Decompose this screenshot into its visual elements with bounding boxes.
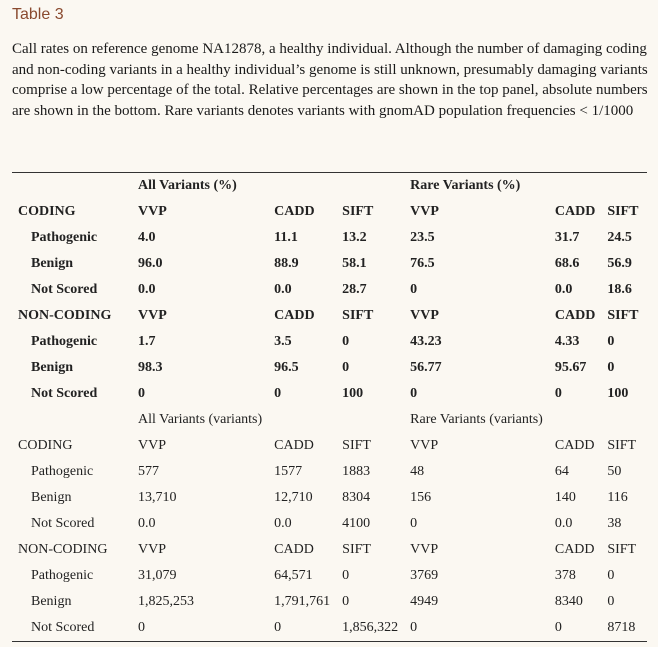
table-cell: 100 xyxy=(607,386,629,401)
row-label-cell: Pathogenic xyxy=(31,568,94,583)
table-cell xyxy=(336,407,404,433)
table-cell xyxy=(601,407,647,433)
table-cell: 8718 xyxy=(607,620,636,635)
table-row xyxy=(12,225,647,251)
table-cell: SIFT xyxy=(607,308,639,323)
row-label-cell: Pathogenic xyxy=(31,230,98,245)
table-cell: 378 xyxy=(554,568,576,583)
table-cell: SIFT xyxy=(607,542,637,557)
table-row xyxy=(12,381,647,407)
table-cell: 0.0 xyxy=(274,282,292,297)
table-cell: 56.9 xyxy=(607,256,632,271)
table-cell xyxy=(336,173,404,200)
table-cell: Rare Variants (%) xyxy=(410,178,521,193)
row-label-cell xyxy=(12,407,132,433)
table-cell: 0.0 xyxy=(138,282,156,297)
table-cell: 13.2 xyxy=(342,230,367,245)
table-cell: 0 xyxy=(410,282,418,297)
row-label-cell: Not Scored xyxy=(31,620,95,635)
table-cell: 0 xyxy=(410,386,418,401)
table-cell: 3769 xyxy=(410,568,439,583)
row-label-cell: NON-CODING xyxy=(18,308,112,323)
table-cell: 0 xyxy=(554,620,562,635)
table-cell: 0 xyxy=(342,594,350,609)
table-cell: 4.33 xyxy=(554,334,580,349)
table-cell: 0.0 xyxy=(554,516,573,531)
table-row xyxy=(12,355,647,381)
table-cell: 140 xyxy=(554,490,576,505)
table-cell: 23.5 xyxy=(410,230,435,245)
table-cell: CADD xyxy=(274,308,315,323)
table-row xyxy=(12,563,647,589)
table-row xyxy=(12,589,647,615)
table-cell: 8304 xyxy=(342,490,371,505)
table-cell: CADD xyxy=(554,204,596,219)
table-row xyxy=(12,277,647,303)
table-row xyxy=(12,303,647,329)
table-row xyxy=(12,615,647,642)
table-cell: VVP xyxy=(138,204,167,219)
row-label-cell: CODING xyxy=(18,204,76,219)
table-cell: 98.3 xyxy=(138,360,163,375)
table-cell: All Variants (%) xyxy=(138,178,237,193)
call-rates-table xyxy=(12,172,647,642)
table-cell: 11.1 xyxy=(274,230,298,245)
table-cell: 64 xyxy=(554,464,569,479)
table-cell: 96.0 xyxy=(138,256,163,271)
table-cell: Rare Variants (variants) xyxy=(410,412,543,427)
table-label: Table 3 xyxy=(12,6,64,23)
row-label-cell: Benign xyxy=(31,256,74,271)
table-cell: VVP xyxy=(410,438,439,453)
table-cell xyxy=(268,173,336,200)
table-cell: 577 xyxy=(138,464,159,479)
table-row xyxy=(12,433,647,459)
table-cell: 24.5 xyxy=(607,230,632,245)
row-label-cell: Not Scored xyxy=(31,516,95,531)
table-cell: 76.5 xyxy=(410,256,435,271)
table-row xyxy=(12,537,647,563)
table-cell: 1,856,322 xyxy=(342,620,399,635)
table-body xyxy=(12,173,647,642)
table-row xyxy=(12,173,647,200)
table-cell: 68.6 xyxy=(554,256,580,271)
table-row xyxy=(12,251,647,277)
table-cell: 0 xyxy=(274,620,282,635)
table-cell: SIFT xyxy=(607,438,637,453)
table-cell: 0 xyxy=(607,594,615,609)
table-cell: 0 xyxy=(410,516,418,531)
table-cell: 4949 xyxy=(410,594,439,609)
table-cell: 156 xyxy=(410,490,432,505)
row-label-cell: Benign xyxy=(31,490,72,505)
table-cell: CADD xyxy=(274,438,314,453)
table-cell: SIFT xyxy=(607,204,639,219)
table-cell: 0 xyxy=(607,360,615,375)
table-cell: 43.23 xyxy=(410,334,442,349)
table-cell: 116 xyxy=(607,490,628,505)
table-cell: SIFT xyxy=(342,542,371,557)
row-label-cell: Pathogenic xyxy=(31,334,98,349)
table-cell xyxy=(268,407,336,433)
table-cell: 95.67 xyxy=(554,360,587,375)
row-label-cell: Pathogenic xyxy=(31,464,94,479)
table-cell: 56.77 xyxy=(410,360,442,375)
table-cell: 1.7 xyxy=(138,334,156,349)
row-label-cell: Not Scored xyxy=(31,282,98,297)
table-cell xyxy=(549,173,601,200)
table-cell: 4.0 xyxy=(138,230,156,245)
table-cell: 8340 xyxy=(554,594,583,609)
table-cell: 64,571 xyxy=(274,568,313,583)
table-cell: CADD xyxy=(554,542,595,557)
table-row xyxy=(12,511,647,537)
table-cell: 0 xyxy=(554,386,562,401)
table-row xyxy=(12,407,647,433)
table-cell: 96.5 xyxy=(274,360,299,375)
table-cell: VVP xyxy=(410,204,439,219)
table-cell: 100 xyxy=(342,386,364,401)
table-row xyxy=(12,459,647,485)
table-cell: 0.0 xyxy=(138,516,156,531)
table-cell: 38 xyxy=(607,516,622,531)
table-cell: VVP xyxy=(138,542,167,557)
table-cell: CADD xyxy=(274,204,315,219)
table-cell: SIFT xyxy=(342,438,371,453)
row-label-cell: Not Scored xyxy=(31,386,98,401)
table-cell: SIFT xyxy=(342,308,374,323)
table-cell xyxy=(549,407,601,433)
table-cell: 1883 xyxy=(342,464,371,479)
table-cell: 13,710 xyxy=(138,490,177,505)
table-caption: Call rates on reference genome NA12878, a healthy individual. Although the number of damaging coding and non-coding variants in a healthy individual’s genome is still unknown, presumably damaging variants comprise a low percentage of the total. Relative percentages are shown in the top panel, absolute numbers are shown in the bottom. Rare variants denotes variants with gnomAD population frequencies < 1/1000 xyxy=(12,41,648,119)
table-cell: VVP xyxy=(138,308,167,323)
row-label-cell: Benign xyxy=(31,594,72,609)
table-cell: CADD xyxy=(554,308,596,323)
table-cell: 0 xyxy=(138,386,145,401)
table-cell: 31,079 xyxy=(138,568,177,583)
table-cell: 3.5 xyxy=(274,334,292,349)
table-cell: VVP xyxy=(138,438,167,453)
table-cell: 0.0 xyxy=(554,282,573,297)
table-cell: 0 xyxy=(342,360,350,375)
table-cell: 0 xyxy=(410,620,418,635)
table-cell: 18.6 xyxy=(607,282,632,297)
table-cell: 0 xyxy=(274,386,282,401)
table-cell xyxy=(601,173,647,200)
table-cell: CADD xyxy=(554,438,595,453)
row-label-cell xyxy=(12,173,132,200)
table-cell: SIFT xyxy=(342,204,374,219)
table-cell: 0 xyxy=(138,620,145,635)
table-cell: VVP xyxy=(410,308,439,323)
row-label-cell: NON-CODING xyxy=(18,542,108,557)
table-cell: 12,710 xyxy=(274,490,313,505)
table-cell: 0.0 xyxy=(274,516,292,531)
table-row xyxy=(12,329,647,355)
table-cell: 0 xyxy=(607,568,615,583)
table-cell: VVP xyxy=(410,542,439,557)
table-cell: 1577 xyxy=(274,464,303,479)
table-cell: 48 xyxy=(410,464,425,479)
row-label-cell: Benign xyxy=(31,360,74,375)
table-cell: 88.9 xyxy=(274,256,299,271)
row-label-cell: CODING xyxy=(18,438,73,453)
table-cell: 31.7 xyxy=(554,230,580,245)
table-cell: 4100 xyxy=(342,516,371,531)
table-cell: CADD xyxy=(274,542,314,557)
table-cell: 0 xyxy=(342,568,350,583)
table-cell: 1,825,253 xyxy=(138,594,194,609)
table-cell: All Variants (variants) xyxy=(138,412,263,427)
table-row xyxy=(12,485,647,511)
table-row xyxy=(12,199,647,225)
table-cell: 50 xyxy=(607,464,622,479)
table-cell: 0 xyxy=(607,334,615,349)
table-cell: 28.7 xyxy=(342,282,367,297)
table-cell: 1,791,761 xyxy=(274,594,331,609)
table-cell: 58.1 xyxy=(342,256,367,271)
table-cell: 0 xyxy=(342,334,350,349)
